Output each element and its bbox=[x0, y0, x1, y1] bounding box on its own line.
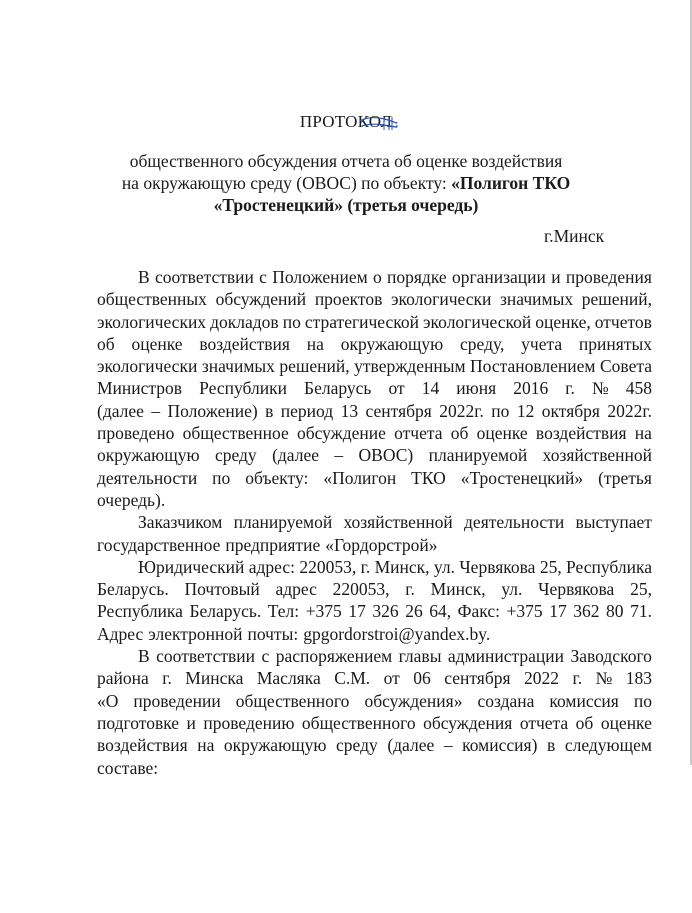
text-line: (далее – Положение) в период 13 сентября 2022г. по 12 октября 2022г. bbox=[97, 400, 652, 421]
title-text: ПРОТОКОЛ bbox=[299, 112, 393, 131]
text-line: В соответствии с Положением о порядке организации и проведения bbox=[138, 267, 652, 287]
subtitle-line-1: общественного обсуждения отчета об оценке воздействия bbox=[129, 151, 563, 171]
paragraph-p2 bbox=[97, 511, 652, 556]
text-line: очередь). bbox=[97, 489, 166, 510]
text-line: подготовке и проведению общественного обсуждения отчета об оценке bbox=[97, 712, 652, 733]
text-line: общественных обсуждений проектов экологически значимых решений, bbox=[97, 289, 652, 310]
paragraph-p1 bbox=[97, 266, 652, 511]
text-line: экологически значимых решений, утвержденным Постановлением Совета bbox=[97, 356, 652, 377]
document-body bbox=[97, 266, 652, 779]
text-line: окружающую среду (далее – ОВОС) планируемой хозяйственной bbox=[97, 445, 652, 466]
subtitle-line-2-text: на окружающую среду (ОВОС) по объекту: bbox=[121, 173, 452, 193]
title-wrap bbox=[300, 112, 392, 132]
text-line: района г. Минска Масляка С.М. от 06 сентября 2022 г. № 183 bbox=[97, 668, 652, 689]
city-label: г.Минск bbox=[544, 226, 605, 246]
text-line: «О проведении общественного обсуждения» создана комиссия по bbox=[97, 690, 652, 711]
text-line: воздействия на окружающую среду (далее – комиссия) в следующем bbox=[97, 735, 652, 756]
text-line: деятельности по объекту: «Полигон ТКО «Тростенецкий» (третья bbox=[97, 467, 652, 488]
text-line: Министров Республики Беларусь от 14 июня 2016 г. № 458 bbox=[97, 378, 652, 399]
text-line: В соответствии с распоряжением главы администрации Заводского bbox=[138, 646, 652, 667]
document-title bbox=[0, 112, 692, 132]
text-line: Республика Беларусь. Тел: +375 17 326 26 64, Факс: +375 17 362 80 71. bbox=[97, 601, 652, 622]
text-line: экологических докладов по стратегической экологической оценке, отчетов bbox=[97, 311, 652, 332]
object-name-part-2: «Тростенецкий» (третья очередь) bbox=[213, 195, 479, 215]
text-line: Юридический адрес: 220053, г. Минск, ул. Червякова 25, Республика bbox=[138, 556, 652, 577]
text-line: об оценке воздействия на окружающую среду, учета принятых bbox=[97, 333, 652, 354]
paragraph-p4 bbox=[97, 645, 652, 779]
subtitle-line-3 bbox=[0, 194, 692, 216]
text-line: проведено общественное обсуждение отчета об оценке воздействия на bbox=[97, 423, 652, 444]
paragraph-p3 bbox=[97, 556, 652, 645]
text-line: составе: bbox=[97, 757, 159, 778]
text-line: государственное предприятие «Гордорстрой» bbox=[97, 534, 438, 555]
subtitle-line-2 bbox=[0, 172, 692, 194]
document-subtitle bbox=[0, 150, 692, 216]
text-line: Заказчиком планируемой хозяйственной деятельности выступает bbox=[138, 512, 652, 533]
object-name-part-1: «Полигон ТКО bbox=[451, 173, 571, 193]
text-line: Адрес электронной почты: gpgordorstroi@yandex.by. bbox=[97, 623, 491, 644]
text-line: Беларусь. Почтовый адрес 220053, г. Минск, ул. Червякова 25, bbox=[97, 579, 652, 600]
